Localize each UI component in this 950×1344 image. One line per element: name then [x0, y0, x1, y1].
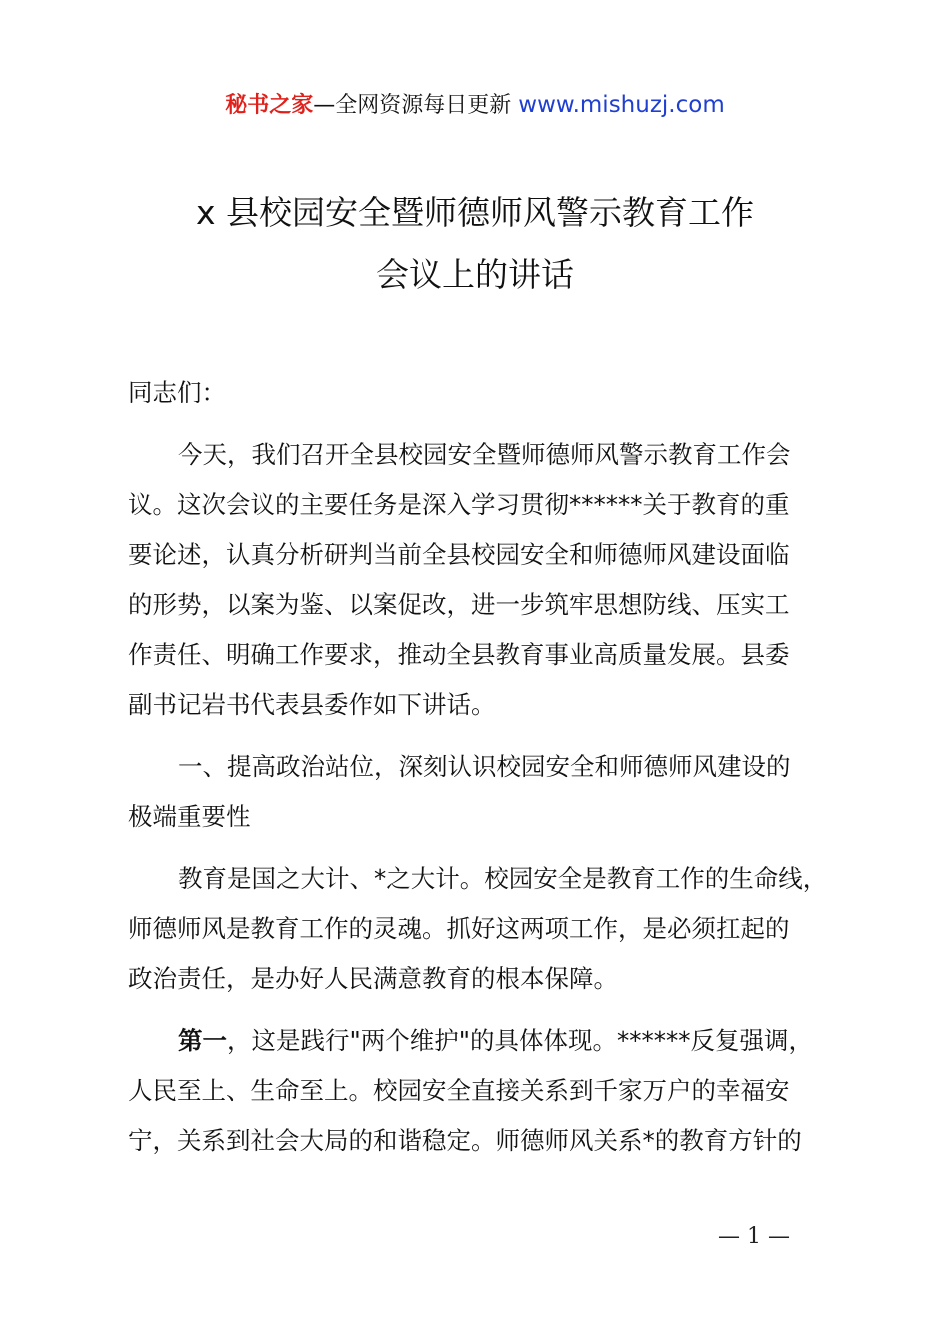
- document-title: [0, 182, 950, 306]
- point-lead: 第一: [178, 1026, 227, 1055]
- text-line: 政治责任，是办好人民满意教育的根本保障。: [128, 964, 618, 993]
- heading-line: 一、提高政治站位，深刻认识校园安全和师德师风建设的: [178, 752, 791, 781]
- text-line: [128, 1016, 868, 1066]
- site-url-link[interactable]: www.mishuzj.com: [518, 92, 725, 118]
- text-line: 教育是国之大计、*之大计。校园安全是教育工作的生命线，: [178, 864, 828, 893]
- text-line: 议。这次会议的主要任务是深入学习贯彻******关于教育的重: [128, 490, 790, 519]
- paragraph-first-point: [128, 1016, 868, 1166]
- text-line: 今天，我们召开全县校园安全暨师德师风警示教育工作会: [178, 440, 791, 469]
- point-text: ，这是践行"两个维护"的具体体现。******反复强调，: [227, 1026, 814, 1055]
- text-line: 的形势，以案为鉴、以案促改，进一步筑牢思想防线、压实工: [128, 590, 790, 619]
- text-line: 要论述，认真分析研判当前全县校园安全和师德师风建设面临: [128, 540, 790, 569]
- document-body: [128, 368, 868, 1166]
- title-line-2: 会议上的讲话: [376, 255, 574, 294]
- text-line: 人民至上、生命至上。校园安全直接关系到千家万户的幸福安: [128, 1076, 790, 1105]
- text-line: 作责任、明确工作要求，推动全县教育事业高质量发展。县委: [128, 640, 790, 669]
- text-line: 副书记岩书代表县委作如下讲话。: [128, 690, 496, 719]
- salutation: 同志们：: [128, 378, 226, 407]
- brand-name: 秘书之家: [225, 93, 314, 118]
- heading-line: 极端重要性: [128, 802, 251, 831]
- title-line-1: x 县校园安全暨师德师风警示教育工作: [195, 193, 755, 232]
- page-number: — 1 —: [718, 1224, 790, 1249]
- site-header: [0, 88, 950, 119]
- text-line: 宁，关系到社会大局的和谐稳定。师德师风关系*的教育方针的: [128, 1126, 802, 1155]
- paragraph-importance: [128, 854, 868, 1004]
- header-slogan: —全网资源每日更新: [313, 93, 519, 118]
- paragraph-intro: [128, 430, 868, 730]
- text-line: 师德师风是教育工作的灵魂。抓好这两项工作，是必须扛起的: [128, 914, 790, 943]
- section-heading-1: [128, 742, 868, 842]
